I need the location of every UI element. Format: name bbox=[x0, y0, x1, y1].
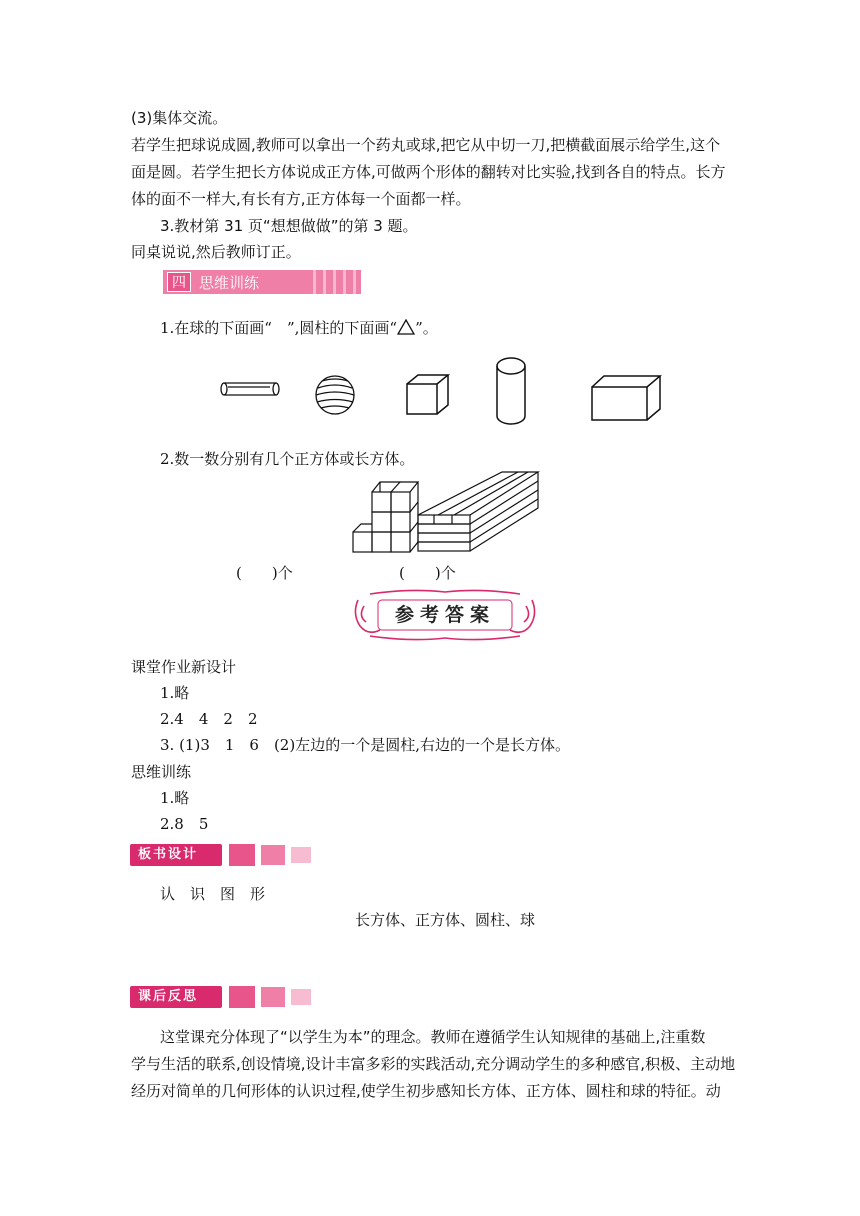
reflection-label: 课后反思 bbox=[130, 986, 222, 1008]
answer-banner bbox=[350, 586, 540, 644]
answers-heading-thinking: 思维训练 bbox=[131, 763, 192, 781]
paragraph-line: 体的面不一样大,有长有方,正方体每一个面都一样。 bbox=[131, 190, 471, 208]
paragraph-line: 若学生把球说成圆,教师可以拿出一个药丸或球,把它从中切一刀,把横截面展示给学生,这个 bbox=[131, 136, 721, 154]
answer-blank-left: ( )个 bbox=[236, 564, 293, 582]
board-design-tag bbox=[130, 844, 311, 866]
answer-blank-right: ( )个 bbox=[399, 564, 456, 582]
answer-item: 1.略 bbox=[160, 789, 190, 807]
answer-item: 1.略 bbox=[160, 684, 190, 702]
decor-square bbox=[261, 987, 285, 1007]
decor-square bbox=[261, 845, 285, 865]
answer-banner-title: 参考答案 bbox=[394, 604, 495, 626]
reflection-line: 学与生活的联系,创设情境,设计丰富多彩的实践活动,充分调动学生的多种感官,积极、主动地 bbox=[131, 1055, 736, 1073]
decor-square bbox=[291, 989, 311, 1005]
section-title: 思维训练 bbox=[199, 273, 260, 292]
board-line-shapes: 长方体、正方体、圆柱、球 bbox=[355, 911, 536, 929]
answers-heading-homework: 课堂作业新设计 bbox=[131, 658, 237, 676]
decor-square bbox=[229, 844, 255, 866]
question-2: 2.数一数分别有几个正方体或长方体。 bbox=[160, 450, 415, 468]
question-1 bbox=[160, 318, 438, 338]
stacked-cuboids-figure bbox=[414, 468, 544, 558]
reflection-tag bbox=[130, 986, 311, 1008]
question-1-text: 1.在球的下面画“ ”,圆柱的下面画“ bbox=[160, 319, 398, 337]
triangle-icon bbox=[397, 319, 415, 335]
lying-cylinder-icon bbox=[221, 383, 279, 395]
reflection-line: 这堂课充分体现了“以学生为本”的理念。教师在遵循学生认知规律的基础上,注重数 bbox=[160, 1028, 706, 1046]
question-1-end: ”。 bbox=[415, 319, 438, 337]
answer-item: 3. (1)3 1 6 (2)左边的一个是圆柱,右边的一个是长方体。 bbox=[160, 736, 570, 754]
paragraph-line: 面是圆。若学生把长方体说成正方体,可做两个形体的翻转对比实验,找到各自的特点。长方 bbox=[131, 163, 726, 181]
decor-square bbox=[291, 847, 311, 863]
board-line-title: 认 识 图 形 bbox=[160, 885, 266, 903]
ball-icon bbox=[316, 376, 354, 414]
cuboid-icon bbox=[592, 376, 660, 420]
decor-square bbox=[229, 986, 255, 1008]
reflection-line: 经历对简单的几何形体的认识过程,使学生初步感知长方体、正方体、圆柱和球的特征。动 bbox=[131, 1082, 721, 1100]
answer-item: 2.8 5 bbox=[160, 815, 209, 833]
textbook-reference: 3.教材第 31 页“想想做做”的第 3 题。 bbox=[160, 217, 418, 235]
stacked-cubes-figure bbox=[350, 470, 420, 556]
cylinder-icon bbox=[497, 358, 525, 424]
paragraph-line: 同桌说说,然后教师订正。 bbox=[131, 243, 301, 261]
answer-item: 2.4 4 2 2 bbox=[160, 710, 258, 728]
shapes-row bbox=[210, 352, 670, 432]
section-number: 四 bbox=[167, 272, 191, 292]
board-design-label: 板书设计 bbox=[130, 844, 222, 866]
section-banner-thinking bbox=[163, 270, 361, 294]
step-3-label: (3)集体交流。 bbox=[131, 109, 228, 127]
cube-icon bbox=[407, 375, 448, 414]
